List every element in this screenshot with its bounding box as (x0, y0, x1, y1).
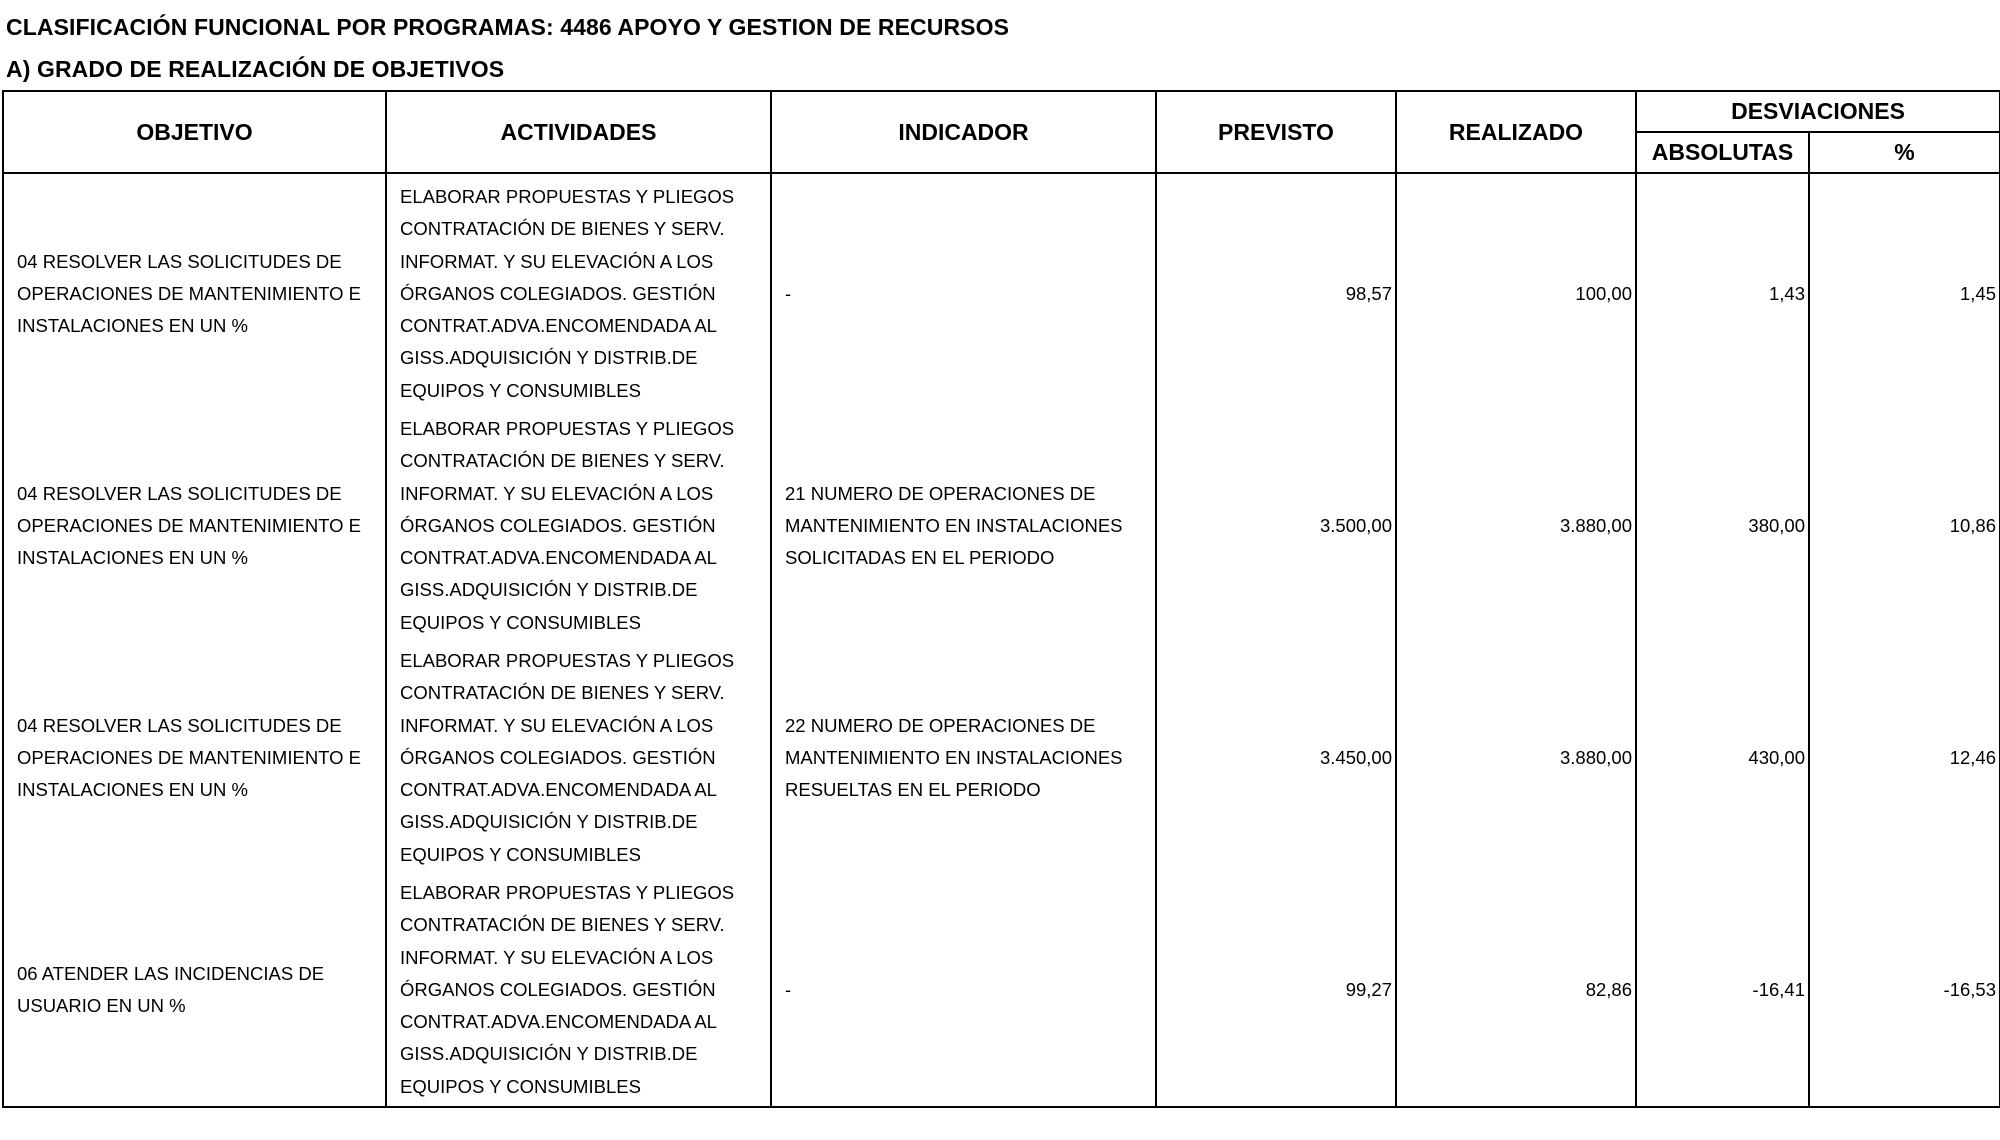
porcentaje-cell: -16,53 (1809, 874, 2000, 1107)
objetivo-cell: 04 RESOLVER LAS SOLICITUDES DE OPERACIONES DE MANTENIMIENTO E INSTALACIONES EN UN % (3, 173, 386, 410)
indicador-cell: - (771, 173, 1156, 410)
absolutas-cell: -16,41 (1636, 874, 1809, 1107)
objetivo-cell: 06 ATENDER LAS INCIDENCIAS DE USUARIO EN UN % (3, 874, 386, 1107)
indicador-cell: - (771, 874, 1156, 1107)
actividades-cell: ELABORAR PROPUESTAS Y PLIEGOS CONTRATACIÓN DE BIENES Y SERV. INFORMAT. Y SU ELEVACIÓN A LOS ÓRGANOS COLEGIADOS. GESTIÓN CONTRAT.ADVA.ENCOMENDADA AL GISS.ADQUISICIÓN Y DISTRIB.DE EQUIPOS Y CONSUMIBLES (386, 410, 771, 642)
objetivo-cell: 04 RESOLVER LAS SOLICITUDES DE OPERACIONES DE MANTENIMIENTO E INSTALACIONES EN UN % (3, 410, 386, 642)
table-row (3, 642, 2000, 874)
section-title: A) GRADO DE REALIZACIÓN DE OBJETIVOS (6, 56, 505, 82)
realizado-cell: 82,86 (1396, 874, 1636, 1107)
realizado-cell: 100,00 (1396, 173, 1636, 410)
column-header-desviaciones: DESVIACIONES (1636, 91, 2000, 132)
page-title: CLASIFICACIÓN FUNCIONAL POR PROGRAMAS: 4486 APOYO Y GESTION DE RECURSOS (6, 14, 1010, 40)
absolutas-cell: 1,43 (1636, 173, 1809, 410)
indicador-cell: 22 NUMERO DE OPERACIONES DE MANTENIMIENTO EN INSTALACIONES RESUELTAS EN EL PERIODO (771, 642, 1156, 874)
realizado-cell: 3.880,00 (1396, 410, 1636, 642)
previsto-cell: 3.500,00 (1156, 410, 1396, 642)
porcentaje-cell: 12,46 (1809, 642, 2000, 874)
column-header-actividades: ACTIVIDADES (386, 91, 771, 173)
table-row (3, 410, 2000, 642)
column-header-indicador: INDICADOR (771, 91, 1156, 173)
table-row (3, 874, 2000, 1107)
realizado-cell: 3.880,00 (1396, 642, 1636, 874)
absolutas-cell: 430,00 (1636, 642, 1809, 874)
objetivo-cell: 04 RESOLVER LAS SOLICITUDES DE OPERACIONES DE MANTENIMIENTO E INSTALACIONES EN UN % (3, 642, 386, 874)
column-header-realizado: REALIZADO (1396, 91, 1636, 173)
column-header-objetivo: OBJETIVO (3, 91, 386, 173)
objectives-table (2, 90, 2000, 1108)
previsto-cell: 98,57 (1156, 173, 1396, 410)
actividades-cell: ELABORAR PROPUESTAS Y PLIEGOS CONTRATACIÓN DE BIENES Y SERV. INFORMAT. Y SU ELEVACIÓN A LOS ÓRGANOS COLEGIADOS. GESTIÓN CONTRAT.ADVA.ENCOMENDADA AL GISS.ADQUISICIÓN Y DISTRIB.DE EQUIPOS Y CONSUMIBLES (386, 874, 771, 1107)
absolutas-cell: 380,00 (1636, 410, 1809, 642)
column-header-previsto: PREVISTO (1156, 91, 1396, 173)
column-header-porcentaje: % (1809, 132, 2000, 173)
actividades-cell: ELABORAR PROPUESTAS Y PLIEGOS CONTRATACIÓN DE BIENES Y SERV. INFORMAT. Y SU ELEVACIÓN A LOS ÓRGANOS COLEGIADOS. GESTIÓN CONTRAT.ADVA.ENCOMENDADA AL GISS.ADQUISICIÓN Y DISTRIB.DE EQUIPOS Y CONSUMIBLES (386, 642, 771, 874)
table-row (3, 173, 2000, 410)
actividades-cell: ELABORAR PROPUESTAS Y PLIEGOS CONTRATACIÓN DE BIENES Y SERV. INFORMAT. Y SU ELEVACIÓN A LOS ÓRGANOS COLEGIADOS. GESTIÓN CONTRAT.ADVA.ENCOMENDADA AL GISS.ADQUISICIÓN Y DISTRIB.DE EQUIPOS Y CONSUMIBLES (386, 173, 771, 410)
previsto-cell: 99,27 (1156, 874, 1396, 1107)
previsto-cell: 3.450,00 (1156, 642, 1396, 874)
column-header-absolutas: ABSOLUTAS (1636, 132, 1809, 173)
indicador-cell: 21 NUMERO DE OPERACIONES DE MANTENIMIENTO EN INSTALACIONES SOLICITADAS EN EL PERIODO (771, 410, 1156, 642)
porcentaje-cell: 10,86 (1809, 410, 2000, 642)
porcentaje-cell: 1,45 (1809, 173, 2000, 410)
